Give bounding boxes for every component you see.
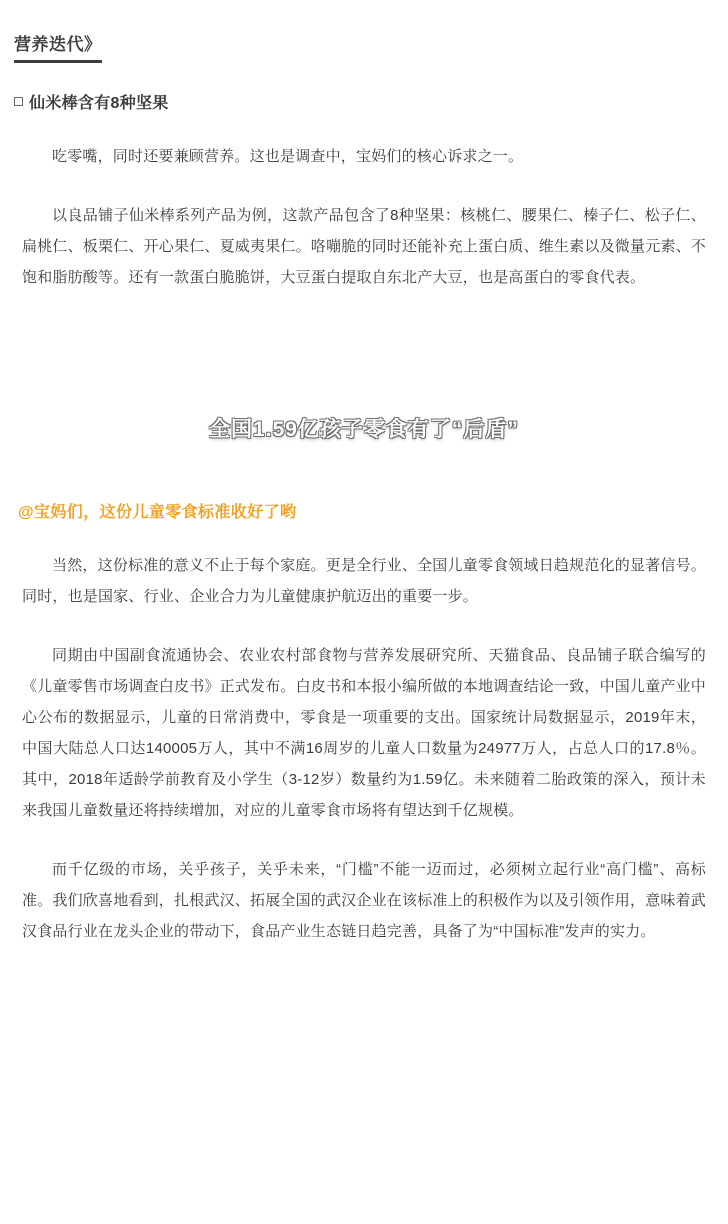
accent-subtitle: @宝妈们，这份儿童零食标准收好了哟 (18, 504, 297, 521)
banner-title: 全国1.59亿孩子零食有了“后盾” (209, 418, 519, 441)
paragraph: 当然，这份标准的意义不止于每个家庭。更是全行业、全国儿童零食领域日趋规范化的显著信号。同时，也是国家、行业、企业合力为儿童健康护航迈出的重要一步。 (22, 557, 706, 605)
bottom-spacer (0, 947, 728, 973)
sub-heading-row (14, 90, 728, 113)
paragraph: 而千亿级的市场，关乎孩子，关乎未来，“门槛”不能一迈而过，必须树立起行业“高门槛”、高标准。我们欣喜地看到，扎根武汉、拓展全国的武汉企业在该标准上的积极作为以及引领作用，意味着武汉食品行业在龙头企业的带动下，食品产业生态链日趋完善，具备了为“中国标准”发声的实力。 (22, 861, 707, 940)
section-heading-wrap (0, 0, 728, 63)
sub-heading-label: 仙米棒含有8种坚果 (29, 95, 169, 112)
paragraph: 以良品铺子仙米棒系列产品为例，这款产品包含了8种坚果：核桃仁、腰果仁、榛子仁、松子仁、扁桃仁、板栗仁、开心果仁、夏威夷果仁。咯嘣脆的同时还能补充上蛋白质、维生素以及微量元素、不饱和脂肪酸等。还有一款蛋白脆脆饼，大豆蛋白提取自东北产大豆，也是高蛋白的零食代表。 (22, 207, 707, 286)
paragraph: 吃零嘴，同时还要兼顾营养。这也是调查中，宝妈们的核心诉求之一。 (52, 148, 524, 165)
vertical-spacer (0, 293, 728, 413)
section-heading: 营养迭代》 (14, 30, 102, 63)
square-outline-icon (14, 97, 23, 106)
paragraph: 同期由中国副食流通协会、农业农村部食物与营养发展研究所、天猫食品、良品铺子联合编写的《儿童零售市场调查白皮书》正式发布。白皮书和本报小编所做的本地调查结论一致，中国儿童产业中心公布的数据显示，儿童的日常消费中，零食是一项重要的支出。国家统计局数据显示，2019年末，中国大陆总人口达140005万人，其中不满16周岁的儿童人口数量为24977万人，占总人口的17.8％。其中，2018年适龄学前教育及小学生（3-12岁）数量约为1.59亿。未来随着二胎政策的深入，预计未来我国儿童数量还将持续增加，对应的儿童零食市场将有望达到千亿规模。 (22, 647, 707, 819)
